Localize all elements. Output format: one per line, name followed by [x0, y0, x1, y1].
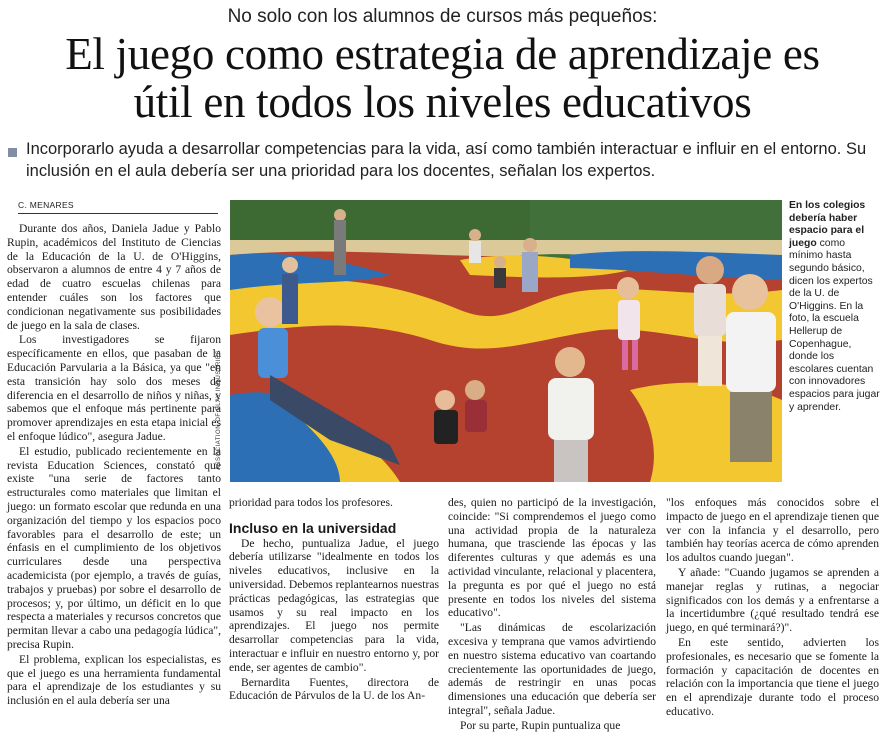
subheading: Incluso en la universidad: [229, 519, 397, 536]
caption-text: como mínimo hasta segundo básico, dicen los expertos de la U. de O'Higgins. En la foto, la escuela Hellerup de Copenhague, donde los escolares cuentan con innovadores espacios para jugar y aprender.: [789, 237, 880, 413]
paragraph: En este sentido, advierten los profesionales, es necesario que se fomente la formación y capacitación de docentes en relación con la importancia que tiene el juego en el aprendizaje durante todo el proceso educativo.: [666, 635, 879, 718]
body-column-3: [448, 496, 656, 734]
paragraph: El estudio, publicado recientemente en la revista Education Sciences, constató que existe "una serie de factores tanto estructurales como materiales que limitan el juego: un formato escolar que redunda en una organización del tiempo y los espacios poco favorables para el desarrollo de este; un énfasis en el cumplimiento de los objetivos curriculares desde una perspectiva academicista (por ejemplo, a través de guías, trabajos y pruebas) por sobre el desarrollo de procesos; y, por último, un déficit en lo que respecta a materiales y recursos concretos que permitan llevar a cabo una pedagogía lúdica", precisa Rupin.: [7, 444, 221, 651]
headline: [0, 30, 885, 126]
paragraph: El problema, explican los especialistas, es que el juego es una herramienta fundamental para el aprendizaje de los estudiantes y su inclusión en el aula debería ser una: [7, 652, 221, 708]
photo-caption: [789, 200, 881, 414]
paragraph: Por su parte, Rupin puntualiza que: [460, 718, 621, 732]
paragraph: Los investigadores se fijaron específicamente en ellos, que pasaban de la Educación Parvularia a la Básica, ya que "en esta transición hay solo dos meses de diferencia en el desarrollo de niños y niñas, y sabemos que el enfoque más pertinente para promover aprendizajes en esta etapa inicial es el enfoque lúdico", asegura Jadue.: [7, 333, 221, 443]
photo-credit: ASSOCIATION OF PLAY INDUSTRIES: [216, 349, 222, 470]
playground-photo: [230, 200, 782, 482]
headline-line-1: El juego como estrategia de aprendizaje es: [65, 29, 820, 79]
byline: C. MENARES: [18, 200, 218, 214]
paragraph: prioridad para todos los profesores.: [229, 496, 393, 509]
kicker: No solo con los alumnos de cursos más pequeños:: [227, 6, 658, 27]
paragraph: De hecho, puntualiza Jadue, el juego debería utilizarse "idealmente en todos los niveles educativos, inclusive en la universidad. Debemos replantearnos nuestras prácticas pedagógicas, las estrategias que usamos y su real impacto en los aprendizajes. El juego nos permite desarrollar competencias para la vida, interactuar e influir en nuestro entorno y, por ende, ser agentes de cambio".: [229, 536, 439, 674]
paragraph: Durante dos años, Daniela Jadue y Pablo Rupin, académicos del Instituto de Ciencias de la Educación de la U. de O'Higgins, observaron a alumnos de entre 4 y 7 años de edad de cuatro escuelas chilenas para entender cuáles son los factores que condicionan negativamente sus posibilidades de juego en la sala de clases.: [7, 222, 221, 332]
paragraph: Y añade: "Cuando jugamos se aprenden a manejar reglas y rutinas, a negociar significados con los demás y a enfrentarse a la incertidumbre (¿qué resultado tendrá ese juego, en qué terminará?)".: [666, 565, 879, 635]
paragraph: "Las dinámicas de escolarización excesiva y temprana que vamos advirtiendo en nuestro sistema educativo van coartando crecientemente las oportunidades de juego, además de restringir en unas pocas dimensiones una educación que debería ser integral", señala Jadue.: [448, 621, 656, 717]
body-column-4: [666, 496, 879, 720]
lead-square-icon: [8, 148, 17, 157]
body-column-1: [7, 222, 221, 709]
paragraph: Bernardita Fuentes, directora de Educación de Párvulos de la U. de los An-: [229, 675, 439, 703]
child-girl-standing: [694, 256, 726, 386]
headline-line-2: útil en todos los niveles educativos: [133, 77, 752, 127]
lead-paragraph: Incorporarlo ayuda a desarrollar competencias para la vida, así como también interactuar e influir en el entorno. Su inclusión en el aula debería ser una prioridad para los docentes, señalan los expertos.: [26, 140, 867, 180]
article-photo: [230, 200, 782, 482]
paragraph: "los enfoques más conocidos sobre el impacto de juego en el aprendizaje tienen que ver con la infancia y el desarrollo, pero también hay teorías acerca de cómo aprenden los adultos cuando juegan".: [666, 496, 879, 565]
caption-bold: En los colegios debería haber espacio para el juego: [789, 200, 866, 249]
body-column-2: [229, 496, 439, 704]
paragraph: des, quien no participó de la investigación, coincide: "Si comprendemos el juego como una actividad propia de la naturaleza humana, que trasciende las épocas y las diferentes culturas y que además es una actividad vinculante, relacional y placentera, la pregunta es por qué el juego no está presente en todos los niveles del sistema educativo".: [448, 496, 656, 620]
